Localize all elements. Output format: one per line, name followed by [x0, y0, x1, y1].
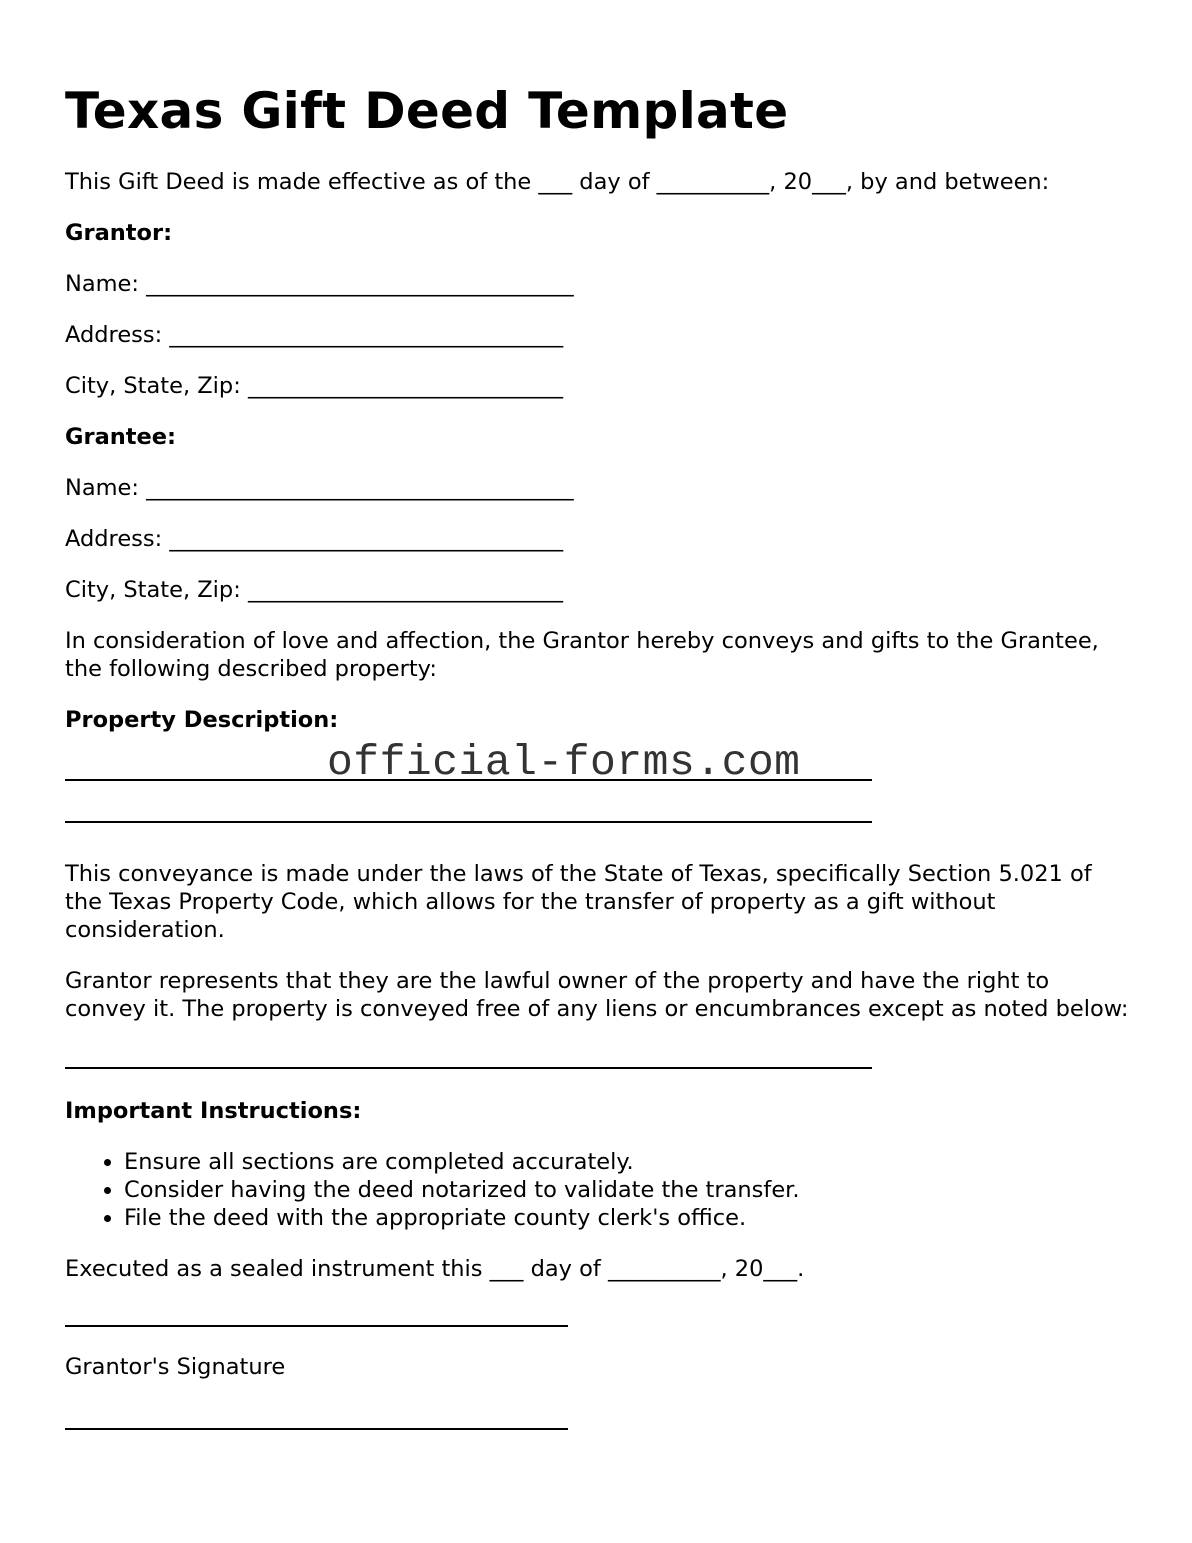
instructions-list — [65, 1148, 1135, 1232]
property-description-line — [65, 821, 872, 823]
watermark-text: official-forms.com — [327, 738, 801, 787]
grantee-address-field: Address: ___________________________________ — [65, 526, 564, 552]
grantor-address-field: Address: ___________________________________ — [65, 322, 564, 348]
signature-label: Grantor's Signature — [65, 1354, 286, 1380]
ownership-paragraph: Grantor represents that they are the lawful owner of the property and have the right to convey it. The property is conveyed free of any liens or encumbrances except as noted below: — [65, 968, 1129, 1022]
grantor-signature-line — [65, 1325, 568, 1327]
second-signature-line — [65, 1428, 568, 1430]
list-item: • File the deed with the appropriate county clerk's office. — [124, 1204, 1135, 1232]
grantee-heading: Grantee: — [65, 424, 177, 450]
grantor-city-field: City, State, Zip: ____________________________ — [65, 373, 563, 399]
grantor-heading: Grantor: — [65, 220, 173, 246]
list-item: • Consider having the deed notarized to validate the transfer. — [124, 1176, 1135, 1204]
grantee-city-field: City, State, Zip: ____________________________ — [65, 577, 563, 603]
property-description-heading: Property Description: — [65, 707, 339, 733]
list-item: • Ensure all sections are completed accurately. — [124, 1148, 1135, 1176]
grantee-name-field: Name: ______________________________________ — [65, 475, 574, 501]
law-paragraph: This conveyance is made under the laws of the State of Texas, specifically Section 5.021 of the Texas Property Code, which allows for the transfer of property as a gift without consideration. — [65, 861, 1092, 943]
intro-line: This Gift Deed is made effective as of the ___ day of __________, 20___, by and between: — [65, 169, 1050, 195]
grantor-name-field: Name: ______________________________________ — [65, 271, 574, 297]
instructions-heading: Important Instructions: — [65, 1098, 362, 1124]
gift-deed-document — [65, 80, 1135, 1430]
encumbrances-line — [65, 1067, 872, 1069]
property-line-1-with-watermark — [65, 738, 1135, 787]
page-title: Texas Gift Deed Template — [65, 82, 789, 140]
consideration-paragraph: In consideration of love and affection, the Grantor hereby conveys and gifts to the Grantee, the following described property: — [65, 628, 1099, 682]
executed-line: Executed as a sealed instrument this ___ day of __________, 20___. — [65, 1256, 805, 1282]
